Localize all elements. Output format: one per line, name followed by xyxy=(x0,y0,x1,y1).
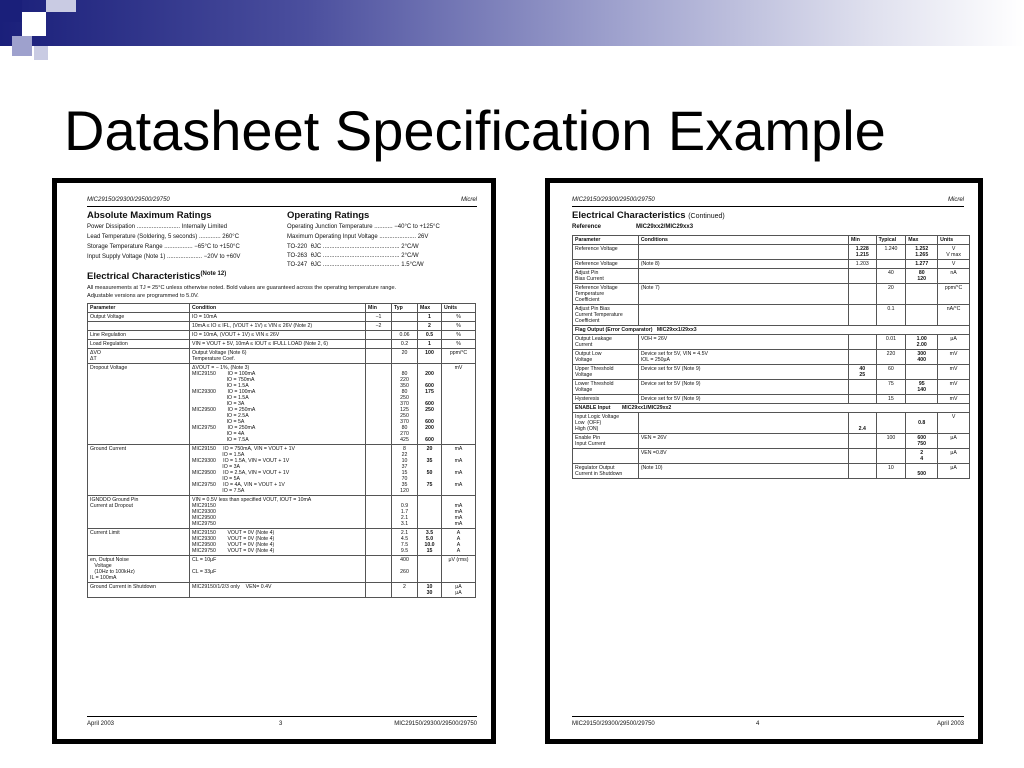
datasheet-page-3 xyxy=(52,178,496,744)
table-cell: Hysteresis xyxy=(573,395,639,404)
table-cell xyxy=(638,413,848,434)
decor-square-4 xyxy=(12,36,32,56)
section-label: ENABLE Input MIC29xx1/MIC29xx2 xyxy=(573,404,970,413)
op-ratings-line: Maximum Operating Input Voltage ...................... 26V xyxy=(287,234,429,240)
table-cell: mA mA mA mA xyxy=(442,496,476,529)
table-cell: V xyxy=(938,413,970,434)
table-cell: 0.9 1.7 2.1 3.1 xyxy=(392,496,418,529)
section-label: Flag Output (Error Comparator) MIC29xx1/29xx3 xyxy=(573,326,970,335)
table-cell: 10 30 xyxy=(418,583,442,598)
table-row xyxy=(573,434,970,449)
page2-footer-center: 4 xyxy=(756,721,760,727)
table-cell xyxy=(906,395,938,404)
table-cell: A A A A xyxy=(442,529,476,556)
page2-footer-left: MIC29150/29300/29500/29750 xyxy=(572,721,655,727)
table-row xyxy=(573,269,970,284)
table-cell: 8 22 10 37 15 70 35 120 xyxy=(392,445,418,496)
table-cell xyxy=(366,583,392,598)
table-cell: Reference Voltage xyxy=(573,245,639,260)
table-row xyxy=(573,449,970,464)
table-cell: 10mA ≤ IO ≤ IFL, (VOUT + 1V) ≤ VIN ≤ 26V (Note 2) xyxy=(190,322,366,331)
elec-char-cont-table xyxy=(572,235,970,479)
table-cell: V xyxy=(938,260,970,269)
table-row xyxy=(88,496,476,529)
table-cell: % xyxy=(442,313,476,322)
table-cell xyxy=(876,413,906,434)
page1-header-right: Micrel xyxy=(461,197,477,203)
column-header: Conditions xyxy=(638,236,848,245)
table-cell: 10 xyxy=(876,464,906,479)
table-cell: en, Output Noise Voltage (10Hz to 100kHz) IL = 100mA xyxy=(88,556,190,583)
table-cell: Output Voltage (Note 6) Temperature Coef. xyxy=(190,349,366,364)
elec-char-table xyxy=(87,303,476,598)
table-cell: mA mA mA mA xyxy=(442,445,476,496)
table-row xyxy=(88,445,476,496)
table-cell: 20 xyxy=(392,349,418,364)
table-row xyxy=(573,395,970,404)
table-cell: Output Leakage Current xyxy=(573,335,639,350)
table-cell: Lower Threshold Voltage xyxy=(573,380,639,395)
table-cell: mV xyxy=(938,395,970,404)
table-cell: VIN = 0.5V less than specified VOUT, IOUT = 10mA MIC29150 MIC29300 MIC29500 MIC29750 xyxy=(190,496,366,529)
table-cell xyxy=(392,313,418,322)
table-cell: MIC29150 IO = 750mA, VIN = VOUT + 1V IO = 1.5A MIC29300 IO = 1.5A, VIN = VOUT + 1V IO = 3A MIC29500 IO = 2.5A, VIN = VOUT + 1V IO = 5A MIC29750 IO = 4A, VIN = VOUT + 1V IO = 7.5A xyxy=(190,445,366,496)
table-cell: mV xyxy=(938,350,970,365)
table-cell xyxy=(573,449,639,464)
table-cell: 300 400 xyxy=(906,350,938,365)
op-ratings-line: TO-220 θJC .............................................. 2°C/W xyxy=(287,244,419,250)
table-cell: IO = 10mA, (VOUT + 1V) ≤ VIN ≤ 26V xyxy=(190,331,366,340)
column-header: Parameter xyxy=(88,304,190,313)
table-cell xyxy=(418,496,442,529)
table-row xyxy=(573,245,970,260)
abs-max-line: Lead Temperature (Soldering, 5 seconds) ............. 260°C xyxy=(87,234,240,240)
table-cell: 2.1 4.5 7.5 9.5 xyxy=(392,529,418,556)
table-cell: nA/°C xyxy=(938,305,970,326)
table-cell: μV (rms) xyxy=(442,556,476,583)
table-cell: Dropout Voltage xyxy=(88,364,190,445)
table-cell xyxy=(848,434,876,449)
table-cell xyxy=(848,395,876,404)
page1-footer-left: April 2003 xyxy=(87,721,115,727)
table-cell: 1.00 2.00 xyxy=(906,335,938,350)
table-cell: 1.252 1.265 xyxy=(906,245,938,260)
table-cell: IO = 10mA xyxy=(190,313,366,322)
table-cell xyxy=(366,496,392,529)
table-cell: 95 140 xyxy=(906,380,938,395)
table-cell xyxy=(876,260,906,269)
table-cell: Line Regulation xyxy=(88,331,190,340)
page2-header-right: Micrel xyxy=(948,197,964,203)
column-header: Units xyxy=(938,236,970,245)
table-cell: 0.2 xyxy=(392,340,418,349)
datasheet-page-4 xyxy=(545,178,983,744)
table-cell: 2.4 xyxy=(848,413,876,434)
table-cell: 20 35 50 75 xyxy=(418,445,442,496)
header-gradient-bar xyxy=(0,0,1024,46)
table-cell: 500 xyxy=(906,464,938,479)
table-cell: Reference Voltage Temperature Coefficient xyxy=(573,284,639,305)
table-cell: mV xyxy=(442,364,476,445)
page2-header-left: MIC29150/29300/29500/29750 xyxy=(572,197,655,203)
table-cell xyxy=(366,556,392,583)
table-cell xyxy=(848,284,876,305)
table-cell: 200 600 175 600 250 600 200 600 xyxy=(418,364,442,445)
table-cell: μA xyxy=(938,434,970,449)
table-cell: 0.01 xyxy=(876,335,906,350)
table-row xyxy=(573,305,970,326)
table-cell xyxy=(366,349,392,364)
table-cell: % xyxy=(442,322,476,331)
decor-square-2 xyxy=(22,12,46,36)
abs-max-line: Storage Temperature Range ................. −65°C to +150°C xyxy=(87,244,240,250)
table-cell: Reference Voltage xyxy=(573,260,639,269)
table-cell: VEN =0.8V xyxy=(638,449,848,464)
table-cell: 1.203 xyxy=(848,260,876,269)
table-row xyxy=(88,313,476,322)
table-cell: VOH = 26V xyxy=(638,335,848,350)
table-cell: IGNDDO Ground Pin Current at Dropout xyxy=(88,496,190,529)
table-cell xyxy=(392,322,418,331)
table-cell xyxy=(848,335,876,350)
table-cell: Regulator Output Current in Shutdown xyxy=(573,464,639,479)
table-cell: mV xyxy=(938,380,970,395)
table-cell xyxy=(906,284,938,305)
table-cell: 2 xyxy=(418,322,442,331)
table-cell: 80 120 xyxy=(906,269,938,284)
op-ratings-line: Operating Junction Temperature ........... −40°C to +125°C xyxy=(287,224,440,230)
table-row xyxy=(88,349,476,364)
table-cell xyxy=(366,529,392,556)
table-cell xyxy=(366,364,392,445)
table-row xyxy=(88,340,476,349)
elec-char-note: (Note 12) xyxy=(200,271,227,277)
table-cell: −1 xyxy=(366,313,392,322)
column-header: Condition xyxy=(190,304,366,313)
table-cell xyxy=(88,322,190,331)
table-cell xyxy=(848,269,876,284)
column-header: Max xyxy=(906,236,938,245)
table-cell xyxy=(638,305,848,326)
table-cell: 0.8 xyxy=(906,413,938,434)
table-cell: 40 xyxy=(876,269,906,284)
column-header: Min xyxy=(366,304,392,313)
op-ratings-line: TO-263 θJC .............................................. 2°C/W xyxy=(287,253,419,259)
table-cell: 1 xyxy=(418,340,442,349)
table-cell: 60 xyxy=(876,365,906,380)
table-row xyxy=(88,556,476,583)
table-cell: Current Limit xyxy=(88,529,190,556)
table-cell: ΔVOUT = − 1%, (Note 3) MIC29150 IO = 100mA IO = 750mA IO = 1.5A MIC29300 IO = 100mA IO = 1.5A IO = 3A MIC29500 IO = 250mA IO = 2.5A IO = 5A MIC29750 IO = 250mA IO = 4A IO = 7.5A xyxy=(190,364,366,445)
table-cell: Enable Pin Input Current xyxy=(573,434,639,449)
table-cell: 220 xyxy=(876,350,906,365)
table-row xyxy=(88,529,476,556)
elec-char-cont-text: Electrical Characteristics xyxy=(572,210,686,221)
table-cell: (Note 7) xyxy=(638,284,848,305)
table-cell xyxy=(848,350,876,365)
table-cell: 1.277 xyxy=(906,260,938,269)
elec-char-title xyxy=(87,271,226,282)
table-cell: 1.240 xyxy=(876,245,906,260)
table-cell: % xyxy=(442,340,476,349)
table-row xyxy=(573,365,970,380)
table-cell: Adjust Pin Bias Current xyxy=(573,269,639,284)
column-header: Typ xyxy=(392,304,418,313)
page2-footer-right: April 2003 xyxy=(936,721,964,727)
table-row xyxy=(573,284,970,305)
table-cell: 400 260 xyxy=(392,556,418,583)
page1-header-rule xyxy=(87,206,477,207)
section-row xyxy=(573,404,970,413)
table-cell: Output Voltage xyxy=(88,313,190,322)
table-cell: (Note 8) xyxy=(638,260,848,269)
column-header: Units xyxy=(442,304,476,313)
table-row xyxy=(88,331,476,340)
table-cell xyxy=(366,445,392,496)
table-cell: Ground Current in Shutdown xyxy=(88,583,190,598)
table-cell: (Note 10) xyxy=(638,464,848,479)
elec-intro-2: Adjustable versions are programmed to 5.0V. xyxy=(87,293,199,299)
table-cell xyxy=(848,305,876,326)
table-cell: ΔVO ΔT xyxy=(88,349,190,364)
abs-max-line: Power Dissipation .......................... Internally Limited xyxy=(87,224,228,230)
table-cell: V V max xyxy=(938,245,970,260)
decor-square-3 xyxy=(46,0,76,12)
column-header: Max xyxy=(418,304,442,313)
table-cell: MIC29150/1/2/3 only VEN= 0.4V xyxy=(190,583,366,598)
table-cell: 75 xyxy=(876,380,906,395)
table-cell xyxy=(366,331,392,340)
table-cell: 15 xyxy=(876,395,906,404)
op-ratings-title: Operating Ratings xyxy=(287,210,370,221)
table-cell xyxy=(848,449,876,464)
table-cell: Upper Threshold Voltage xyxy=(573,365,639,380)
table-cell: Device set for 5V (Note 9) xyxy=(638,380,848,395)
elec-char-cont-title xyxy=(572,210,725,221)
table-cell: Adjust Pin Bias Current Temperature Coefficient xyxy=(573,305,639,326)
table-cell: 100 xyxy=(876,434,906,449)
table-cell: 0.06 xyxy=(392,331,418,340)
reference-parts: MIC29xx2/MIC29xx3 xyxy=(636,224,694,230)
page2-footer-rule xyxy=(572,716,964,717)
table-cell: μA xyxy=(938,335,970,350)
table-row xyxy=(573,335,970,350)
table-cell: 40 25 xyxy=(848,365,876,380)
table-row xyxy=(88,322,476,331)
table-cell: % xyxy=(442,331,476,340)
table-cell xyxy=(638,245,848,260)
table-cell: 3.5 5.0 10.0 15 xyxy=(418,529,442,556)
table-cell: Load Regulation xyxy=(88,340,190,349)
table-cell: nA xyxy=(938,269,970,284)
table-cell: μA xyxy=(938,449,970,464)
page1-footer-right: MIC29150/29300/29500/29750 xyxy=(394,721,477,727)
table-row xyxy=(573,464,970,479)
page1-footer-rule xyxy=(87,716,477,717)
table-cell xyxy=(848,380,876,395)
elec-intro-1: All measurements at TJ = 25°C unless otherwise noted. Bold values are guaranteed across the operating temperature range. xyxy=(87,285,397,291)
column-header: Parameter xyxy=(573,236,639,245)
table-cell: μA xyxy=(938,464,970,479)
table-cell: 2 4 xyxy=(906,449,938,464)
section-row xyxy=(573,326,970,335)
table-cell: 0.1 xyxy=(876,305,906,326)
table-cell: MIC29150 VOUT = 0V (Note 4) MIC29300 VOUT = 0V (Note 4) MIC29500 VOUT = 0V (Note 4) MIC29750 VOUT = 0V (Note 4) xyxy=(190,529,366,556)
page1-header-left: MIC29150/29300/29500/29750 xyxy=(87,197,170,203)
table-cell: 1.228 1.215 xyxy=(848,245,876,260)
table-cell: VIN = VOUT + 5V, 10mA ≤ IOUT ≤ IFULL LOAD (Note 2, 6) xyxy=(190,340,366,349)
table-row xyxy=(573,350,970,365)
abs-max-line: Input Supply Voltage (Note 1) ..................... −20V to +60V xyxy=(87,254,241,260)
table-cell: 100 xyxy=(418,349,442,364)
elec-char-title-text: Electrical Characteristics xyxy=(87,271,201,283)
table-cell: 600 750 xyxy=(906,434,938,449)
table-row xyxy=(573,380,970,395)
decor-square-1 xyxy=(0,0,22,22)
table-cell xyxy=(906,365,938,380)
table-cell: VEN = 26V xyxy=(638,434,848,449)
table-cell: 1 xyxy=(418,313,442,322)
table-cell: Output Low Voltage xyxy=(573,350,639,365)
elec-char-cont-note: (Continued) xyxy=(688,213,725,220)
table-row xyxy=(573,260,970,269)
table-cell: −2 xyxy=(366,322,392,331)
table-row xyxy=(88,583,476,598)
table-cell xyxy=(848,464,876,479)
table-cell: ppm/°C xyxy=(442,349,476,364)
table-cell: 2 xyxy=(392,583,418,598)
table-cell xyxy=(418,556,442,583)
table-cell xyxy=(638,269,848,284)
abs-max-title: Absolute Maximum Ratings xyxy=(87,210,212,221)
table-cell: μA μA xyxy=(442,583,476,598)
reference-label: Reference xyxy=(572,224,602,230)
table-cell xyxy=(876,449,906,464)
table-cell: ppm/°C xyxy=(938,284,970,305)
table-cell xyxy=(906,305,938,326)
table-cell: 80 220 350 80 250 370 125 250 370 80 270 425 xyxy=(392,364,418,445)
page1-footer-center: 3 xyxy=(279,721,283,727)
op-ratings-line: TO-247 θJC .............................................. 1.5°C/W xyxy=(287,262,424,268)
table-cell: Device set for 5V (Note 9) xyxy=(638,365,848,380)
table-cell: 20 xyxy=(876,284,906,305)
table-cell: Input Logic Voltage Low (OFF) High (ON) xyxy=(573,413,639,434)
table-row xyxy=(573,413,970,434)
decor-square-5 xyxy=(34,46,48,60)
page2-header-rule xyxy=(572,206,964,207)
column-header: Min xyxy=(848,236,876,245)
table-cell: 0.5 xyxy=(418,331,442,340)
slide-title: Datasheet Specification Example xyxy=(64,99,886,162)
table-cell: CL = 10μF CL = 33μF xyxy=(190,556,366,583)
table-cell xyxy=(366,340,392,349)
table-cell: Device set for 5V, VIN = 4.5V IOL = 250μA xyxy=(638,350,848,365)
column-header: Typical xyxy=(876,236,906,245)
table-cell: Ground Current xyxy=(88,445,190,496)
table-cell: mV xyxy=(938,365,970,380)
table-row xyxy=(88,364,476,445)
table-cell: Device set for 5V (Note 9) xyxy=(638,395,848,404)
